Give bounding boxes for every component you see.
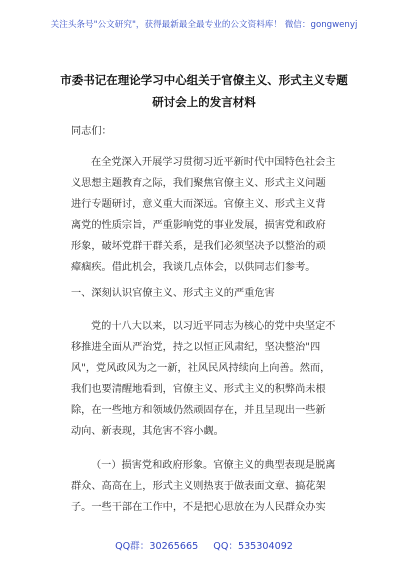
heading-text: 一、深刻认识官僚主义、形式主义的严重危害 bbox=[71, 288, 275, 299]
document-title-line-2: 研讨会上的发言材料 bbox=[152, 95, 256, 109]
paragraph-line: 我们也要清醒地看到，官僚主义、形式主义的积弊尚未根 bbox=[71, 384, 326, 395]
paragraph-line: 党的十八大以来，以习近平同志为核心的党中央坚定不 bbox=[91, 321, 336, 332]
paragraph-3 bbox=[71, 455, 371, 518]
salutation-text: 同志们： bbox=[71, 126, 112, 137]
section-heading-1 bbox=[71, 283, 371, 304]
paragraph-line: 子。一些干部在工作中，不是把心思放在为人民群众办实 bbox=[71, 502, 326, 513]
paragraph-line: 群众、高高在上，形式主义则热衷于做表面文章、搞花架 bbox=[71, 481, 326, 492]
footer-qq: QQ：535304092 bbox=[213, 541, 293, 552]
paragraph-line: 动向、新表现，其危害不容小觑。 bbox=[71, 426, 224, 437]
paragraph-line: 形象，破坏党群干群关系，是我们必须坚决予以整治的顽 bbox=[71, 241, 326, 252]
paragraph-line: 风"，党风政风为之一新，社风民风持续向上向善。然而， bbox=[71, 363, 331, 374]
salutation bbox=[71, 121, 371, 142]
paragraph-line: 除，在一些地方和领域仍然顽固存在，并且呈现出一些新 bbox=[71, 405, 326, 416]
paragraph-line: 离党的性质宗旨，严重影响党的事业发展，损害党和政府 bbox=[71, 220, 326, 231]
document-title-line-1: 市委书记在理论学习中心组关于官僚主义、形式主义专题 bbox=[60, 73, 348, 87]
paragraph-line: 移推进全面从严治党，持之以恒正风肃纪，坚决整治"四 bbox=[71, 342, 321, 353]
paragraph-line: 进行专题研讨，意义重大而深远。官僚主义、形式主义背 bbox=[71, 199, 326, 210]
paragraph-line: （一）损害党和政府形象。官僚主义的典型表现是脱离 bbox=[91, 460, 336, 471]
paragraph-line: 瘴痼疾。借此机会，我谈几点体会，以供同志们参考。 bbox=[71, 262, 316, 273]
paragraph-line: 义思想主题教育之际，我们聚焦官僚主义、形式主义问题 bbox=[71, 178, 326, 189]
paragraph-1 bbox=[71, 152, 371, 278]
top-banner: 关注头条号"公文研究"，获得最新最全最专业的公文资料库！ 微信：gongwenyj bbox=[50, 20, 358, 30]
paragraph-2 bbox=[71, 316, 371, 442]
footer-qq-group: QQ群：30265665 bbox=[115, 541, 199, 552]
paragraph-line: 在全党深入开展学习贯彻习近平新时代中国特色社会主 bbox=[91, 157, 336, 168]
footer-contact bbox=[0, 538, 408, 552]
